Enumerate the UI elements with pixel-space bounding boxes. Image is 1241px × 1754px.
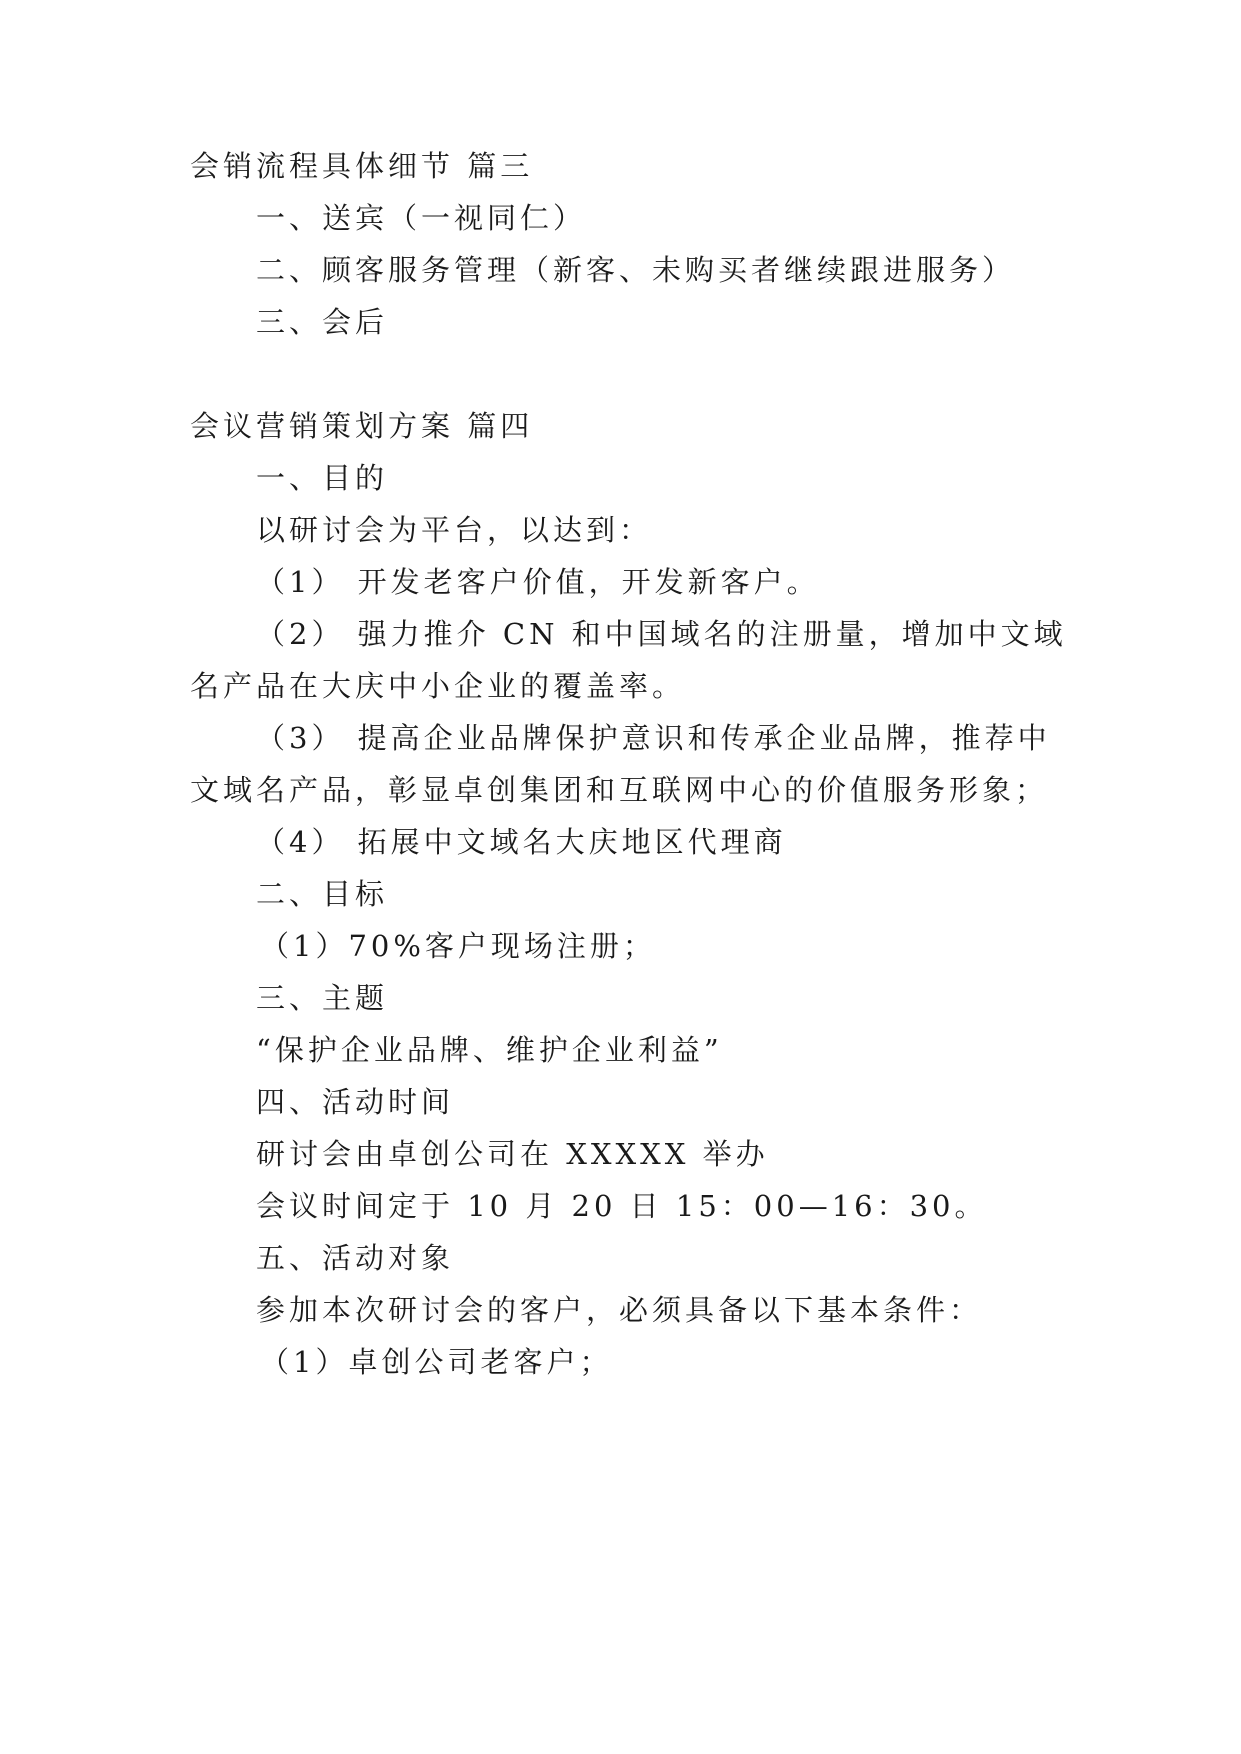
- target-condition-1: （1）卓创公司老客户；: [260, 1345, 613, 1379]
- purpose-point-3-line-2: 文域名产品，彰显卓创集团和互联网中心的价值服务形象；: [190, 773, 1049, 807]
- purpose-point-4: （4） 拓展中文域名大庆地区代理商: [256, 825, 787, 859]
- heading-purpose: 一、目的: [256, 461, 389, 495]
- section-3-item-3: 三、会后: [256, 305, 389, 339]
- theme-text: “保护企业品牌、维护企业利益”: [256, 1033, 723, 1067]
- section-4-title: 会议营销策划方案 篇四: [190, 409, 534, 443]
- purpose-intro: 以研讨会为平台，以达到：: [256, 513, 653, 547]
- time-venue: 研讨会由卓创公司在 XXXXX 举办: [256, 1137, 769, 1171]
- heading-goal: 二、目标: [256, 877, 389, 911]
- section-3-item-1: 一、送宾（一视同仁）: [256, 201, 587, 235]
- purpose-point-1: （1） 开发老客户价值，开发新客户。: [256, 565, 820, 599]
- heading-theme: 三、主题: [256, 981, 389, 1015]
- target-intro: 参加本次研讨会的客户，必须具备以下基本条件：: [256, 1293, 983, 1327]
- purpose-point-2-line-1: （2） 强力推介 CN 和中国域名的注册量，增加中文域: [256, 617, 1067, 651]
- heading-activity-target: 五、活动对象: [256, 1241, 455, 1275]
- purpose-point-2-line-2: 名产品在大庆中小企业的覆盖率。: [190, 669, 686, 703]
- time-schedule: 会议时间定于 10 月 20 日 15：00—16：30。: [256, 1189, 988, 1223]
- section-3-title: 会销流程具体细节 篇三: [190, 149, 534, 183]
- purpose-point-3-line-1: （3） 提高企业品牌保护意识和传承企业品牌，推荐中: [256, 721, 1051, 755]
- section-3-item-2: 二、顾客服务管理（新客、未购买者继续跟进服务）: [256, 253, 1016, 287]
- heading-activity-time: 四、活动时间: [256, 1085, 455, 1119]
- goal-point-1: （1）70%客户现场注册；: [260, 929, 656, 963]
